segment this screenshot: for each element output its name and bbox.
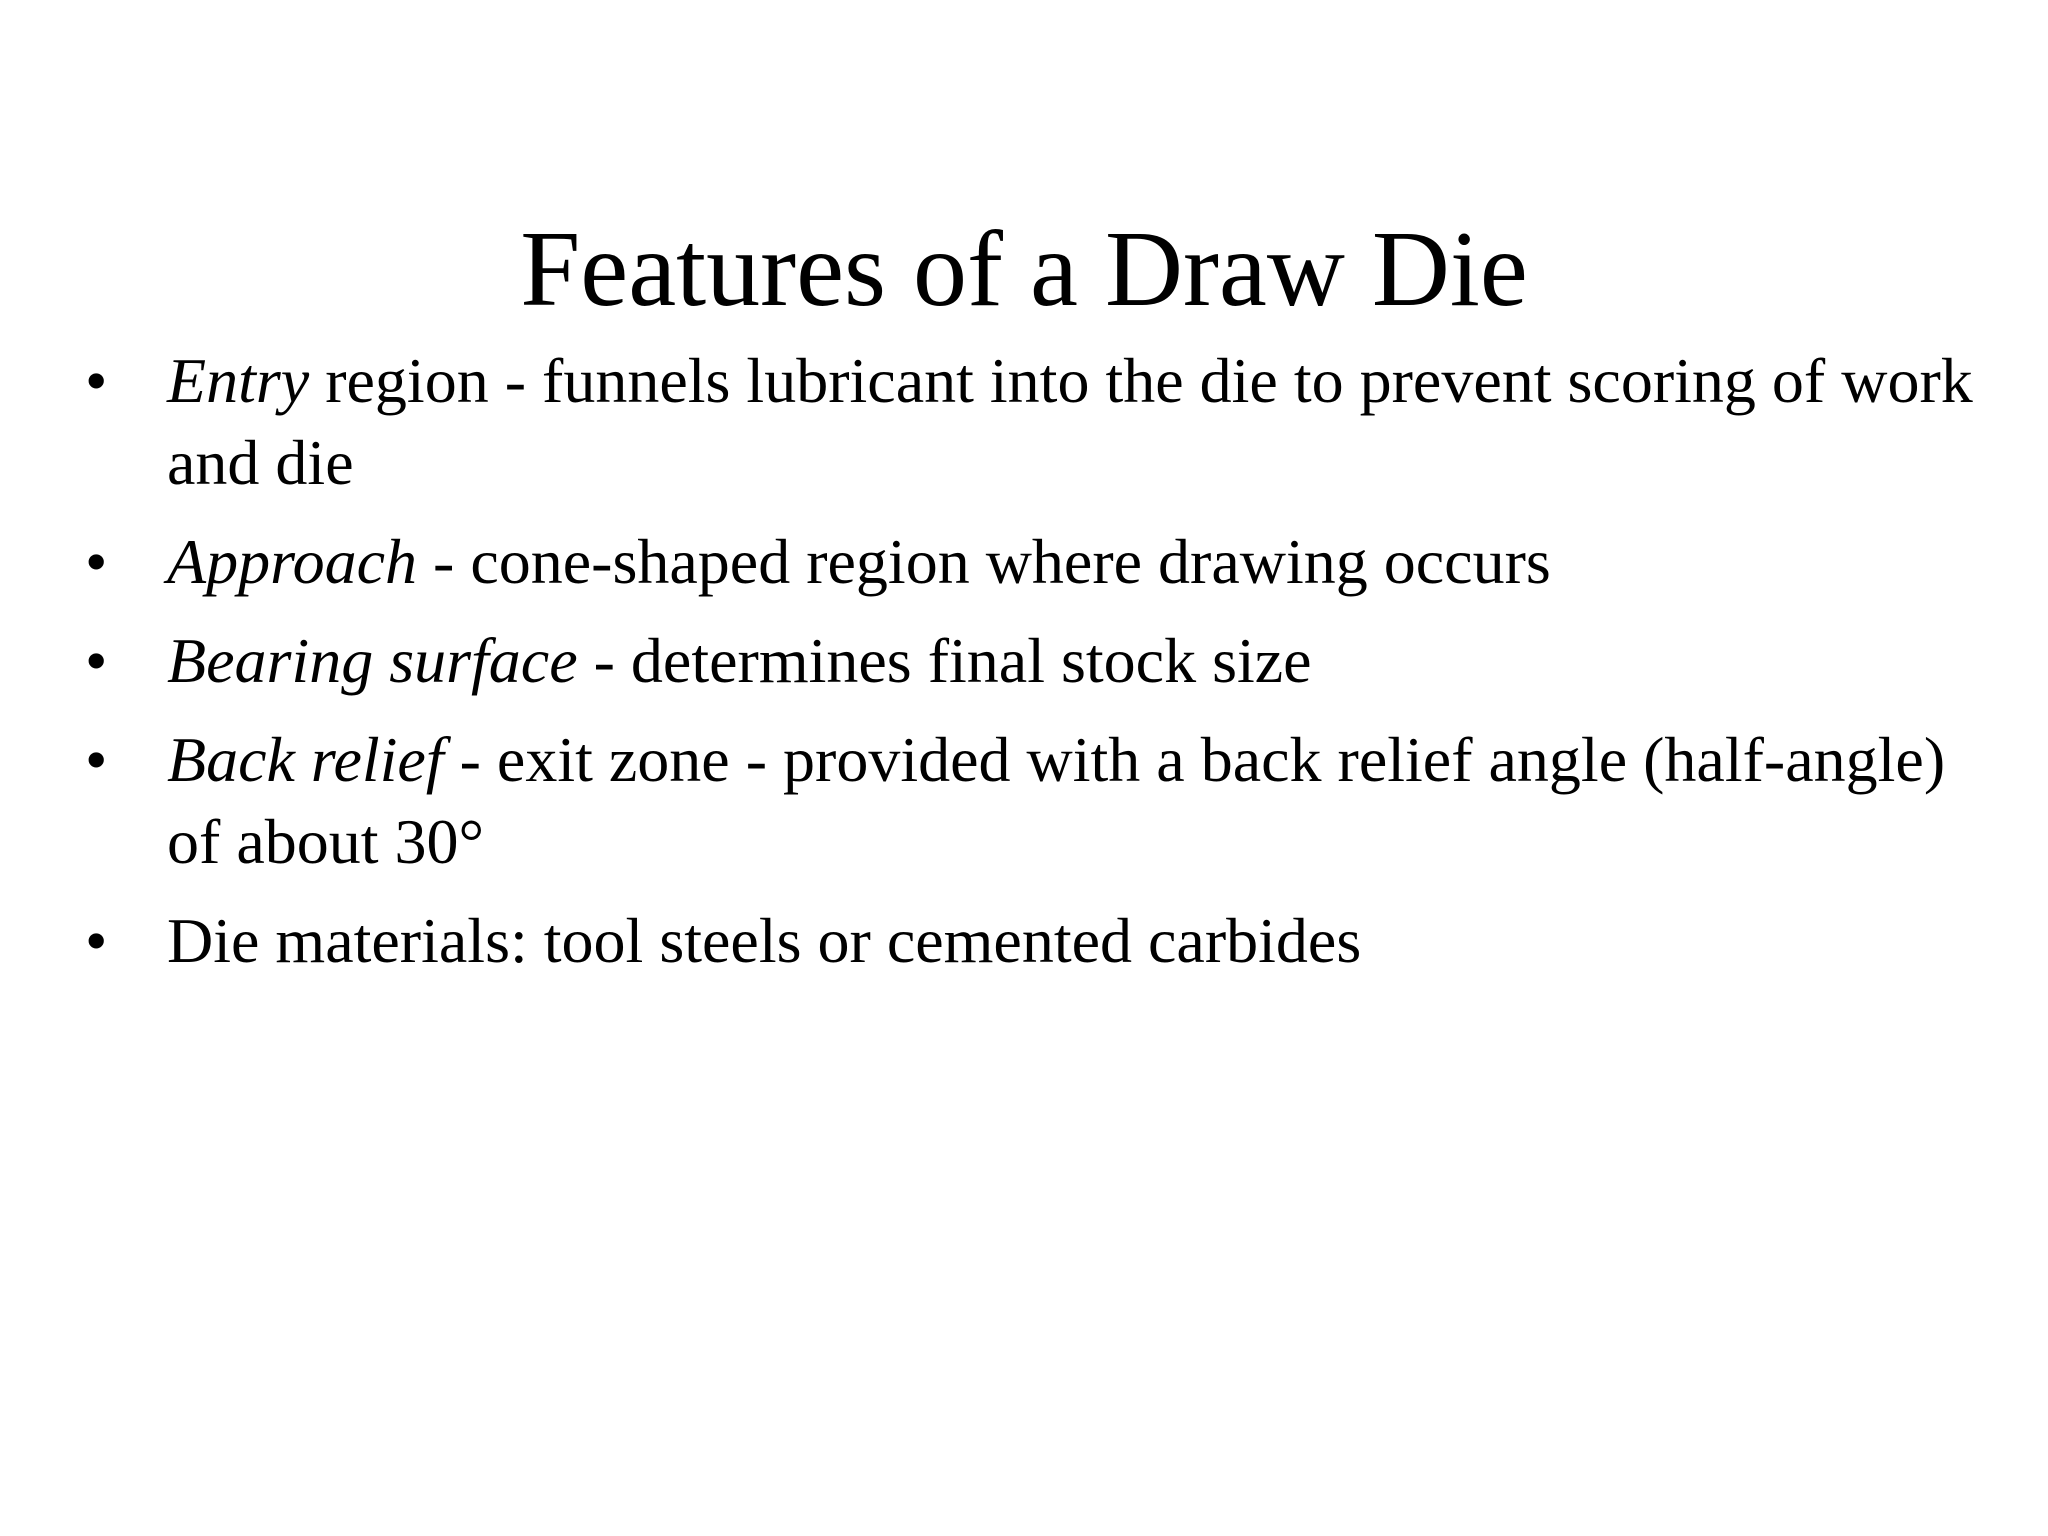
bullet-term: Back relief [167, 724, 444, 795]
bullet-list [0, 340, 2048, 999]
bullet-icon: • [85, 905, 108, 976]
bullet-item-bearing-surface [0, 620, 2048, 702]
bullet-text: Die materials: tool steels or cemented carbides [167, 905, 1362, 976]
bullet-item-approach [0, 521, 2048, 603]
bullet-text: region - funnels lubricant into the die to prevent scoring of work and die [167, 345, 1973, 498]
bullet-item-back-relief [0, 719, 2048, 883]
bullet-text: - determines final stock size [577, 625, 1312, 696]
bullet-icon: • [85, 526, 108, 597]
bullet-item-entry [0, 340, 2048, 504]
bullet-icon: • [85, 345, 108, 416]
bullet-text: - cone-shaped region where drawing occurs [417, 526, 1551, 597]
slide-title: Features of a Draw Die [520, 210, 1528, 329]
bullet-text: - exit zone - provided with a back relief angle (half-angle) of about 30° [167, 724, 1946, 877]
bullet-term: Bearing surface [167, 625, 578, 696]
bullet-item-die-materials [0, 900, 2048, 982]
bullet-term: Entry [167, 345, 310, 416]
bullet-icon: • [85, 625, 108, 696]
bullet-icon: • [85, 724, 108, 795]
bullet-term: Approach [167, 526, 418, 597]
